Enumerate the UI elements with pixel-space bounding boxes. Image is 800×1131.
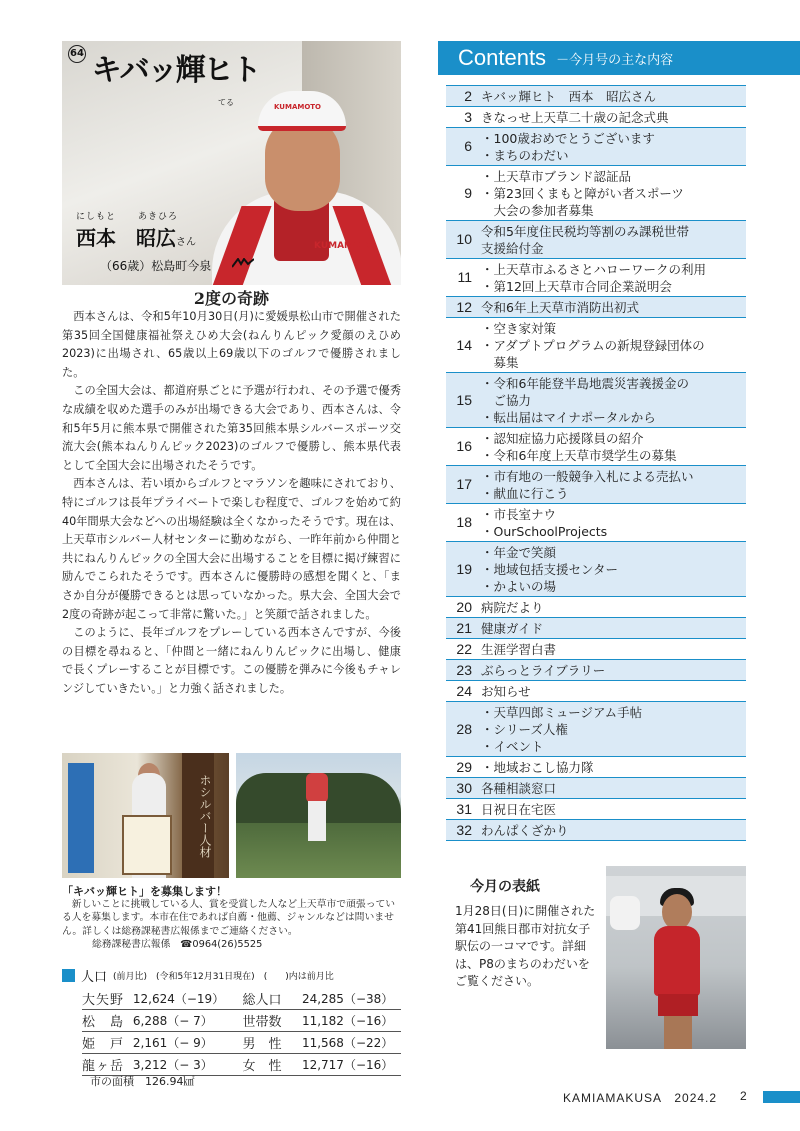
contents-item: ・令和6年度上天草市奨学生の募集 [481, 448, 677, 463]
contents-item: ・令和6年能登半島地震災害義援金の [481, 376, 689, 391]
population-stat-value: 11,568（−22） [302, 1032, 401, 1054]
contents-subtitle: －今月号の主な内容 [556, 52, 674, 68]
population-area-name: 龍ヶ岳 [82, 1054, 133, 1076]
footer-publication: KAMIAMAKUSA 2024.2 [563, 1091, 718, 1105]
contents-items [478, 107, 746, 127]
cover-description: 1月28日(日)に開催された第41回熊日郡市対抗女子駅伝の一コマです。詳細は、P8のまちのわだいをご覧ください。 [455, 904, 596, 988]
contents-item: 令和5年度住民税均等割のみ課税世帯 [481, 224, 689, 239]
contents-row [446, 373, 746, 428]
population-stat-value: 12,717（−16） [302, 1054, 401, 1076]
cover-runner-uniform [654, 926, 700, 996]
contents-row [446, 86, 746, 107]
contents-item: ・アダプトプログラムの新規登録団体の [481, 338, 705, 353]
photo-golfer-legs [308, 801, 326, 841]
person-name-suffix: さん [176, 237, 196, 248]
contents-row [446, 259, 746, 297]
hero-jacket-brand: KUMAMOTO [314, 241, 375, 251]
population-stat-name: 世帯数 [243, 1010, 302, 1032]
contents-item: ・シリーズ人権 [481, 722, 568, 737]
contents-item: 生涯学習白書 [481, 642, 557, 657]
population-row [82, 1032, 401, 1054]
contents-row [446, 166, 746, 221]
photo-banner [68, 763, 94, 873]
contents-item: ・空き家対策 [481, 321, 557, 336]
population-stat-value: 24,285（−38） [302, 988, 401, 1010]
contents-item: ・地域包括支援センター [481, 562, 619, 577]
contents-item: 健康ガイド [481, 621, 544, 636]
contents-page-number: 29 [456, 758, 472, 775]
contents-item: お知らせ [481, 684, 531, 699]
square-bullet-icon [62, 969, 75, 982]
person-name: 西本 昭広 [76, 226, 176, 250]
contents-item: ・年金で笑顔 [481, 545, 557, 560]
population-title: 人口 [81, 970, 108, 985]
golf-swing-photo [236, 753, 401, 878]
contents-items [478, 221, 746, 258]
contents-item: 募集 [481, 355, 519, 370]
footer-page-number: 2 [740, 1089, 747, 1103]
contents-page-number: 17 [456, 476, 472, 492]
contents-item: 日祝日在宅医 [481, 802, 557, 817]
contents-item: ご協力 [481, 393, 532, 408]
population-stat-name: 女 性 [243, 1054, 302, 1076]
population-stat-name: 総人口 [243, 988, 302, 1010]
contents-row [446, 681, 746, 702]
contents-page-number: 24 [456, 682, 472, 699]
contents-item: キバッ輝ヒト 西本 昭広さん [481, 89, 657, 104]
article-title: 2度の奇跡 [193, 289, 270, 308]
population-row [82, 1010, 401, 1032]
contents-row [446, 318, 746, 373]
contents-item: わんぱくざかり [481, 823, 569, 838]
population-stat-value: 11,182（−16） [302, 1010, 401, 1032]
recruit-title: 「キバッ輝ヒト」を募集します！ [62, 885, 227, 898]
contents-items [478, 297, 746, 317]
article-paragraph: 西本さんは、令和5年10月30日(月)に愛媛県松山市で開催された第35回全国健康福祉祭えひめ大会(ねんりんピック愛顔のえひめ2023)に出場され、65歳以上69歳以下のゴルフで優勝されました。 [62, 310, 401, 379]
feature-logo-text: キバッ輝ヒト [91, 53, 260, 88]
contents-row [446, 660, 746, 681]
feature-hero-photo [62, 41, 401, 285]
contents-row [446, 221, 746, 259]
contents-page-number: 31 [456, 800, 472, 817]
contents-items [478, 820, 746, 840]
photo-sign: ホシルバー人材 [182, 753, 214, 878]
article-body [62, 308, 401, 698]
contents-item: ・100歳おめでとうございます [481, 131, 655, 146]
cover-photo [606, 866, 746, 1049]
contents-row [446, 466, 746, 504]
contents-page-number: 19 [456, 560, 472, 577]
contents-page-number: 30 [456, 779, 472, 796]
contents-page-number: 6 [464, 138, 472, 154]
name-ruby [76, 209, 211, 222]
population-row [82, 988, 401, 1010]
mizuno-logo-icon [232, 256, 254, 272]
population-stat-name: 男 性 [243, 1032, 302, 1054]
population-area-value: 2,161（− 9） [133, 1032, 243, 1054]
city-area: 市の面積 126.94㎢ [90, 1075, 195, 1088]
population-header [62, 966, 401, 985]
contents-page-number: 10 [456, 231, 472, 247]
contents-items [478, 639, 746, 659]
population-table [82, 988, 401, 1076]
contents-item: ・天草四郎ミュージアム手帖 [481, 705, 643, 720]
contents-page-number: 11 [457, 269, 472, 285]
contents-item: ・まちのわだい [481, 148, 569, 163]
contents-item: ・第12回上天草市合同企業説明会 [481, 279, 672, 294]
contents-row [446, 702, 746, 757]
population-section [62, 966, 401, 1074]
article-paragraph: このように、長年ゴルフをプレーしている西本さんですが、今後の目標を尋ねると、「仲間と一緒にねんりんピックに出場し、健康で長くプレーすることが目標です。この優勝を弾みに今後もチャレンジしていきたい。」と力強く話されました。 [62, 626, 401, 695]
contents-header [438, 41, 800, 75]
photo-golfer [306, 773, 328, 803]
contents-item: ・地域おこし協力隊 [481, 760, 594, 775]
contents-items [478, 428, 746, 465]
contents-item: 病院だより [481, 600, 544, 615]
contents-item: ・イベント [481, 739, 544, 754]
contents-items [478, 799, 746, 819]
contents-page-number: 18 [456, 514, 472, 530]
contents-items [478, 504, 746, 541]
population-area-name: 松 島 [82, 1010, 133, 1032]
award-photo [62, 753, 229, 878]
hero-cap-brand: KUMAMOTO [274, 103, 322, 111]
contents-page-number: 28 [456, 720, 472, 737]
contents-items [478, 318, 746, 372]
population-area-name: 姫 戸 [82, 1032, 133, 1054]
contents-row [446, 618, 746, 639]
contents-items [478, 618, 746, 638]
population-area-name: 大矢野 [82, 988, 133, 1010]
contents-items [478, 466, 746, 503]
contents-items [478, 660, 746, 680]
contents-page-number: 3 [464, 108, 472, 125]
contents-row [446, 128, 746, 166]
contents-row [446, 799, 746, 820]
contents-item: ・献血に行こう [481, 486, 569, 501]
population-area-value: 6,288（− 7） [133, 1010, 243, 1032]
contents-row [446, 504, 746, 542]
contents-list [446, 85, 746, 841]
footer-accent-bar [763, 1091, 800, 1103]
contents-items [478, 597, 746, 617]
cover-title: 今月の表紙 [470, 879, 540, 895]
contents-row [446, 778, 746, 799]
contents-item: ・OurSchoolProjects [481, 524, 608, 539]
contents-page-number: 12 [456, 298, 472, 315]
recruit-contact: 総務課秘書広報係 ☎0964(26)5525 [92, 938, 263, 950]
contents-items [478, 86, 746, 106]
contents-page-number: 32 [456, 821, 472, 838]
cover-photo-motorbike [610, 896, 640, 930]
article-paragraph: 西本さんは、若い頃からゴルフとマラソンを趣味にされており、特にゴルフは長年プライベートで楽しむ程度で、ゴルフを始めて約40年間県大会などへの出場経験は全くなかったそうです。現在は、上天草市シルバー人材センターに勤めながら、一昨年前から仲間と共にねんりんピックの全国大会に出場することを目標に掲げ練習に励んでこられたそうです。西本さんに優勝時の感想を聞くと、「まさか自分が優勝できるとは思っていなかった。県大会、全国大会で2度の奇跡が起こって非常に驚いた。」と笑顔で話されました。 [62, 477, 401, 621]
contents-items [478, 373, 746, 427]
contents-items [478, 757, 746, 777]
name-ruby-given: あきひろ [138, 212, 179, 222]
contents-page-number: 20 [456, 598, 472, 615]
contents-item: 令和6年上天草市消防出初式 [481, 300, 639, 315]
photo-certificate [122, 815, 172, 875]
contents-row [446, 297, 746, 318]
contents-page-number: 23 [456, 661, 472, 678]
contents-item: 大会の参加者募集 [481, 203, 594, 218]
recruit-body: 新しいことに挑戦している人、賞を受賞した人など上天草市で頑張っている人を募集します。本市在住であれば自薦・他薦、ジャンルなどは問いません。詳しくは総務課秘書広報係までご連絡ください。 [62, 899, 396, 937]
contents-page-number: 15 [456, 391, 472, 408]
contents-page-number: 9 [464, 184, 472, 201]
contents-items [478, 166, 746, 220]
contents-row [446, 639, 746, 660]
contents-title: Contents [458, 45, 547, 70]
contents-page-number: 2 [464, 87, 472, 104]
contents-items [478, 259, 746, 296]
cover-runner-shorts [658, 994, 698, 1016]
contents-row [446, 542, 746, 597]
person-age-place: （66歳）松島町今泉 [100, 259, 212, 273]
contents-items [478, 542, 746, 596]
population-note: (前月比) (令和5年12月31日現在) ( )内は前月比 [113, 972, 334, 982]
contents-page-number: 21 [456, 619, 472, 636]
recruit-notice [62, 885, 401, 951]
article-paragraph: この全国大会は、都道府県ごとに予選が行われ、その予選で優秀な成績を収めた選手のみが出場できる大会であり、西本さんは、令和5年5月に熊本県で開催された第35回熊本県シルバースポーツ交流大会(熊本ねんりんピック2023)のゴルフで優勝し、熊本県代表として全国大会に出場されたそうです。 [62, 384, 401, 472]
contents-row [446, 597, 746, 618]
contents-page-number: 22 [456, 640, 472, 657]
contents-item: きなっせ上天草二十歳の記念式典 [481, 110, 669, 125]
contents-item: ・上天草市ブランド認証品 [481, 169, 632, 184]
contents-items [478, 681, 746, 701]
contents-item: 各種相談窓口 [481, 781, 557, 796]
population-area-value: 3,212（− 3） [133, 1054, 243, 1076]
contents-item: ・第23回くまもと障がい者スポーツ [481, 186, 684, 201]
contents-row [446, 428, 746, 466]
feature-logo [68, 45, 260, 107]
contents-page-number: 14 [456, 336, 472, 353]
cover-runner-legs [664, 1016, 692, 1049]
cover-runner-head [662, 894, 692, 930]
contents-item: ・市有地の一般競争入札による売払い [481, 469, 694, 484]
contents-items [478, 702, 746, 756]
contents-row [446, 820, 746, 841]
contents-items [478, 778, 746, 798]
feature-number: 64 [68, 45, 86, 63]
contents-row [446, 107, 746, 128]
contents-page-number: 16 [456, 438, 472, 454]
contents-item: ・転出届はマイナポータルから [481, 410, 656, 425]
population-area-value: 12,624（−19） [133, 988, 243, 1010]
feature-logo-ruby: てる [218, 98, 234, 107]
contents-row [446, 757, 746, 778]
contents-item: ・かよいの場 [481, 579, 557, 594]
contents-items [478, 128, 746, 165]
contents-item: ・上天草市ふるさとハローワークの利用 [481, 262, 707, 277]
contents-item: ・市長室ナウ [481, 507, 557, 522]
contents-item: ぶらっとライブラリー [481, 663, 606, 678]
contents-item: ・認知症協力応援隊員の紹介 [481, 431, 644, 446]
person-name-block [76, 209, 211, 274]
name-ruby-family: にしもと [76, 212, 117, 222]
contents-item: 支援給付金 [481, 241, 544, 256]
